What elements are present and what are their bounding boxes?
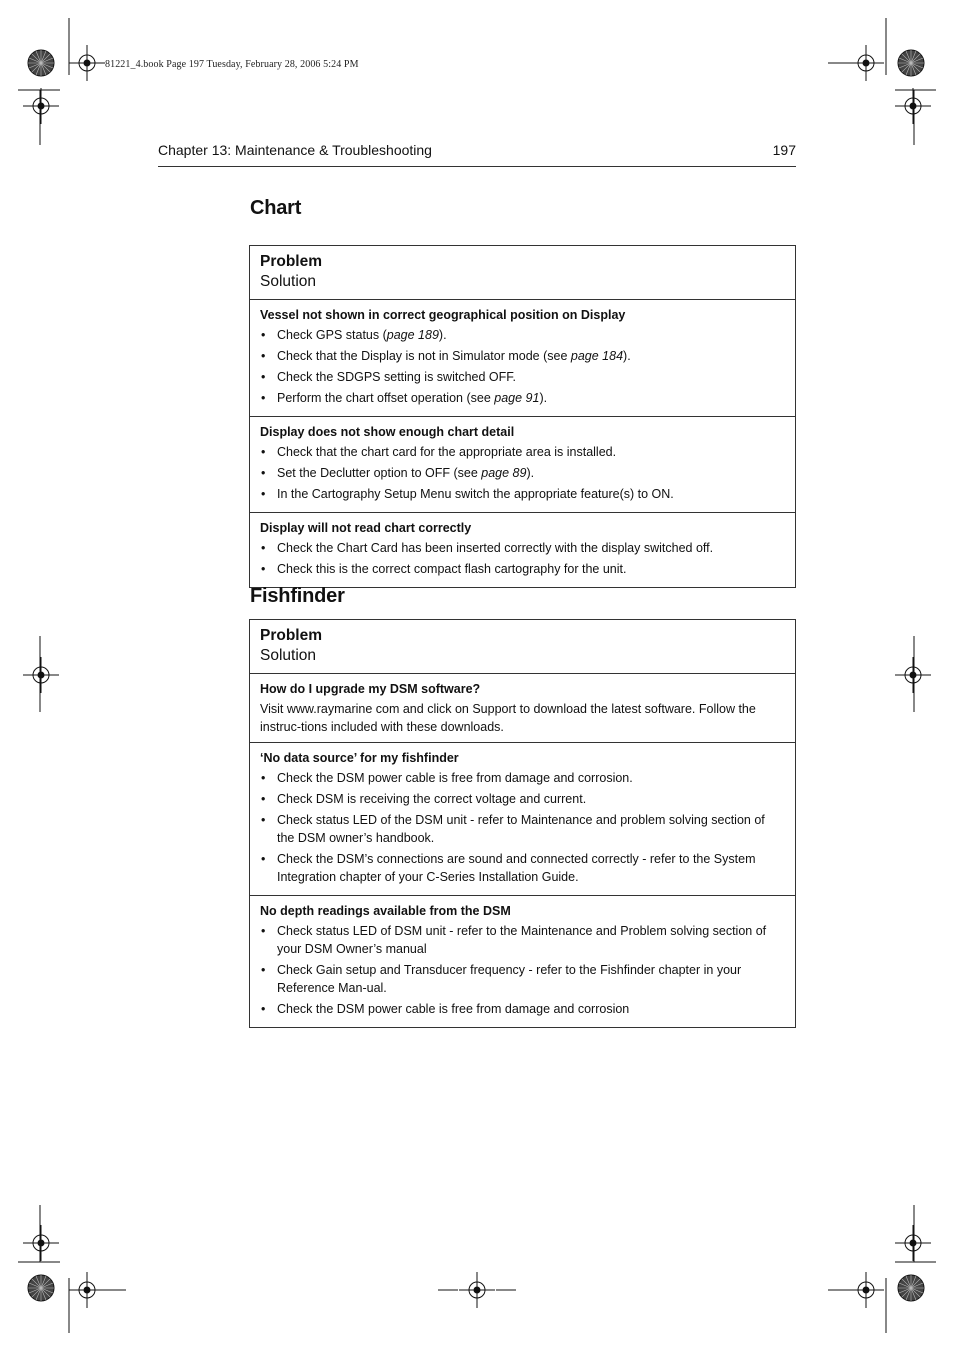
table-row [250,300,796,417]
solution-item: • Check the Chart Card has been inserted correctly with the display switched off. [260,539,785,557]
page-reference-link[interactable]: page 89 [481,466,527,480]
solution-item: • Check Gain setup and Transducer frequency - refer to the Fishfinder chapter in your Reference Man-ual. [260,961,785,997]
problem-text: ‘No data source’ for my fishfinder [260,751,459,765]
table-header-row [250,620,796,674]
solution-paragraph: Visit www.raymarine com and click on Support to download the latest software. Follow the instruc-tions included with these downloads. [260,702,756,734]
solution-item: • Check that the Display is not in Simulator mode (see page 184). [260,347,785,365]
section-title-fishfinder: Fishfinder [250,585,345,607]
solution-item: • Check status LED of DSM unit - refer to the Maintenance and Problem solving section of your DSM Owner’s manual [260,922,785,958]
column-label-solution: Solution [260,647,317,664]
solution-item: • Check the DSM power cable is free from damage and corrosion [260,1000,785,1018]
solution-item: • Check the DSM power cable is free from damage and corrosion. [260,769,785,787]
column-label-problem: Problem [260,627,323,644]
table-row [250,743,796,896]
page-number: 197 [772,142,796,158]
table-cell [250,300,796,417]
solution-item: • Check status LED of the DSM unit - refer to Maintenance and problem solving section of the DSM owner’s handbook. [260,811,785,847]
table-header-row [250,246,796,300]
table-row [250,674,796,743]
table-cell [250,896,796,1028]
solution-item: • Set the Declutter option to OFF (see page 89). [260,464,785,482]
printer-slug-line: 81221_4.book Page 197 Tuesday, February 28, 2006 5:24 PM [105,59,359,70]
table-row [250,513,796,588]
fishfinder-troubleshooting-table [249,619,796,1028]
solution-list [260,326,785,407]
solution-item: • Check that the chart card for the appropriate area is installed. [260,443,785,461]
table-cell [250,417,796,513]
column-label-problem: Problem [260,253,323,270]
table-cell [250,513,796,588]
problem-text: Display does not show enough chart detail [260,425,515,439]
solution-item: • Check the DSM’s connections are sound and connected correctly - refer to the System Integration chapter of your C-Series Installation Guide. [260,850,785,886]
solution-list [260,922,785,1018]
solution-item: • In the Cartography Setup Menu switch the appropriate feature(s) to ON. [260,485,785,503]
solution-list [260,443,785,503]
solution-item: • Check DSM is receiving the correct voltage and current. [260,790,785,808]
chapter-title: Chapter 13: Maintenance & Troubleshooting [158,142,432,158]
table-header-cell [250,620,796,674]
solution-list [260,769,785,886]
chart-troubleshooting-table [249,245,796,588]
running-header [158,142,796,167]
page-reference-link[interactable]: page 91 [494,391,540,405]
table-cell [250,743,796,896]
column-label-solution: Solution [260,273,317,290]
table-header-cell [250,246,796,300]
solution-item: • Perform the chart offset operation (see page 91). [260,389,785,407]
page-reference-link[interactable]: page 189 [386,328,439,342]
table-row [250,896,796,1028]
problem-text: How do I upgrade my DSM software? [260,682,481,696]
solution-item: • Check this is the correct compact flash cartography for the unit. [260,560,785,578]
problem-text: Display will not read chart correctly [260,521,472,535]
solution-list [260,539,785,578]
solution-item: • Check the SDGPS setting is switched OFF. [260,368,785,386]
solution-item: • Check GPS status (page 189). [260,326,785,344]
table-cell [250,674,796,743]
table-row [250,417,796,513]
page-reference-link[interactable]: page 184 [570,349,624,363]
problem-text: Vessel not shown in correct geographical position on Display [260,308,626,322]
section-title-chart: Chart [250,197,302,219]
problem-text: No depth readings available from the DSM [260,904,511,918]
